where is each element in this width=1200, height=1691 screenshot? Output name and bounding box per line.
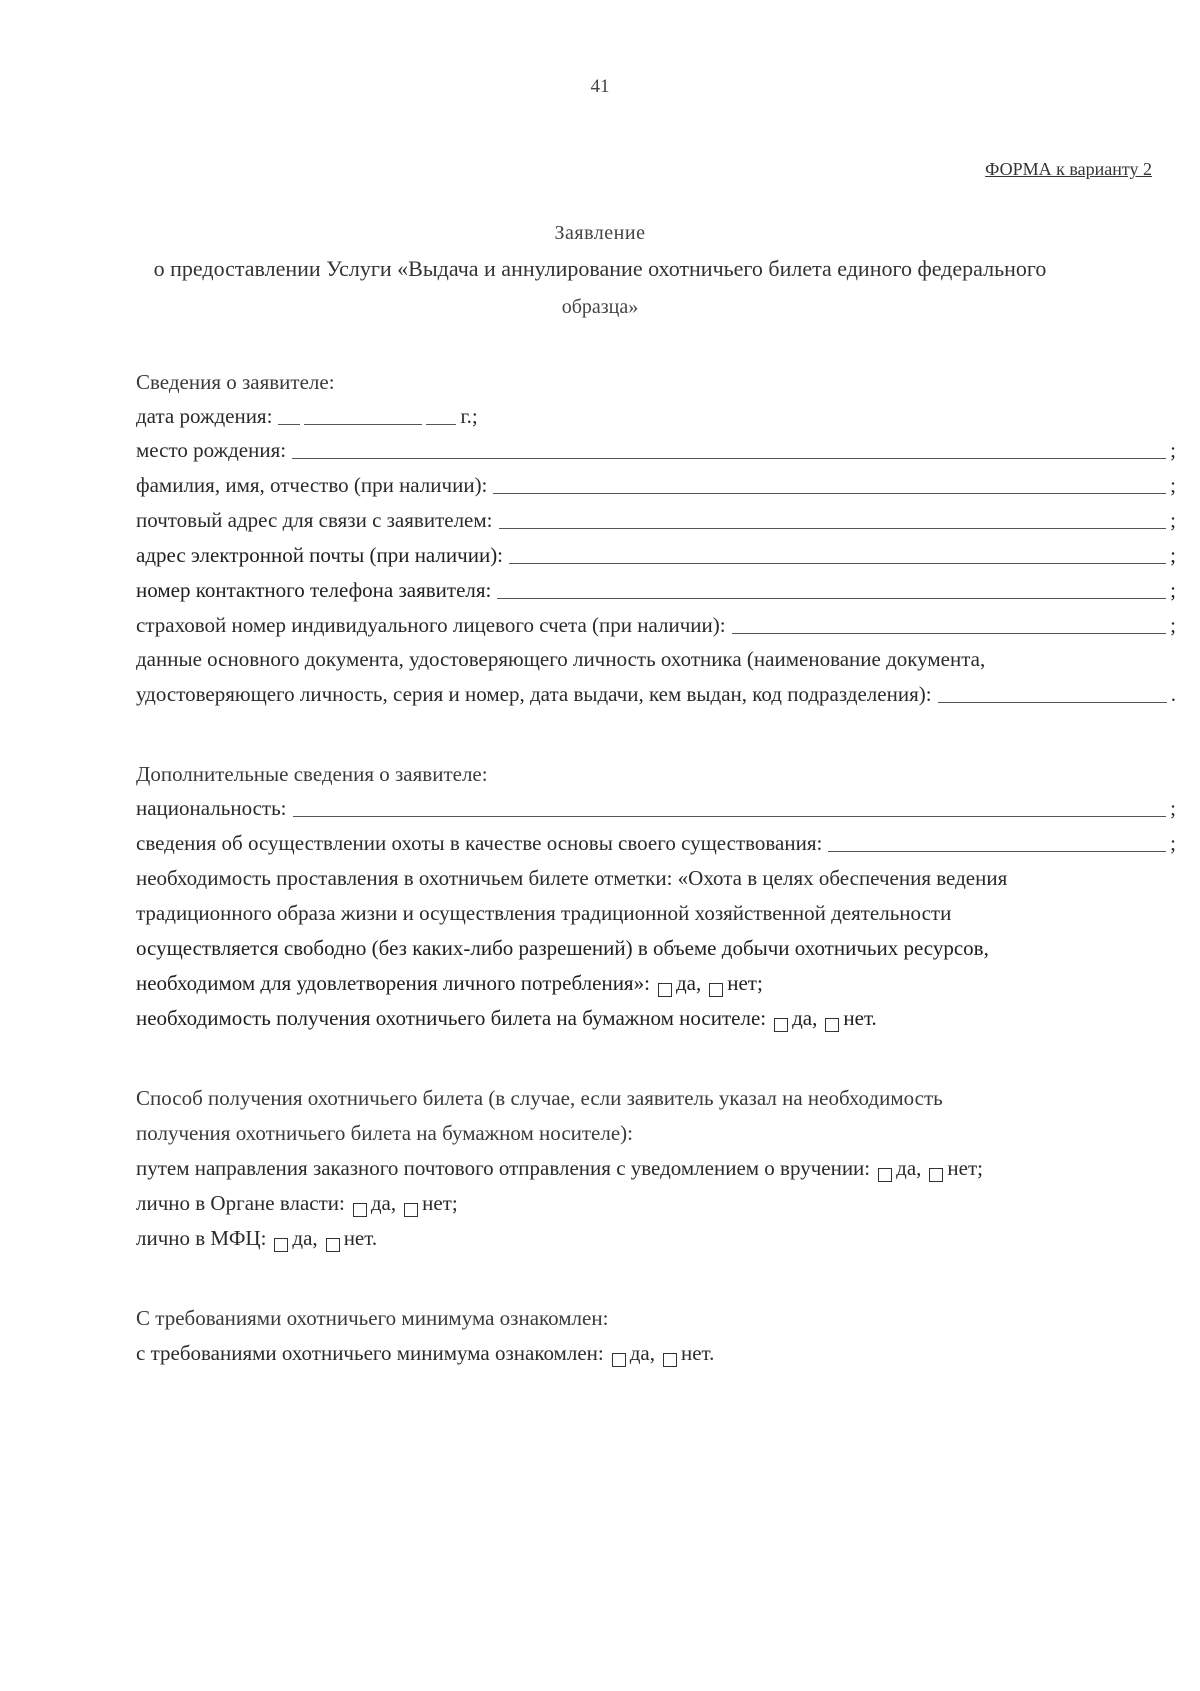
birth-place-label: место рождения: <box>136 438 287 462</box>
separator: ; <box>1170 831 1176 855</box>
page-number: 41 <box>590 76 610 97</box>
id-document-row <box>136 680 1176 708</box>
birth-day-field[interactable] <box>278 404 300 425</box>
separator: ; <box>1170 796 1176 820</box>
phone-field[interactable] <box>497 578 1166 599</box>
email-row <box>136 541 1176 569</box>
document-title: Заявление <box>554 222 646 244</box>
mfc-label: лично в МФЦ: <box>136 1226 267 1250</box>
receipt-heading-line2: получения охотничьего билета на бумажном носителе): <box>136 1121 634 1145</box>
document-subtitle-line2: образца» <box>561 296 639 318</box>
hunting-basis-label: сведения об осуществлении охоты в качестве основы своего существования: <box>136 831 823 855</box>
id-document-line2: удостоверяющего личность, серия и номер, дата выдачи, кем выдан, код подразделения): <box>136 682 932 706</box>
phone-row <box>136 576 1176 604</box>
yes-label: да, <box>370 1191 397 1215</box>
minimum-label: с требованиями охотничьего минимума ознакомлен: <box>136 1341 604 1365</box>
nationality-label: национальность: <box>136 796 287 820</box>
no-label: нет. <box>843 1006 877 1030</box>
mark-yes-checkbox[interactable] <box>658 983 672 997</box>
mark-line4: необходимом для удовлетворения личного потребления»: <box>136 971 650 995</box>
receipt-heading-line1: Способ получения охотничьего билета (в случае, если заявитель указал на необходимость <box>136 1086 943 1110</box>
separator: ; <box>1170 578 1176 602</box>
yes-label: да, <box>629 1341 655 1365</box>
snils-label: страховой номер индивидуального лицевого счета (при наличии): <box>136 613 726 637</box>
postal-address-field[interactable] <box>499 508 1167 529</box>
birth-date-suffix: г.; <box>460 404 478 428</box>
postal-address-label: почтовый адрес для связи с заявителем: <box>136 508 493 532</box>
mail-row <box>136 1154 983 1182</box>
hunting-basis-row <box>136 829 1176 857</box>
paper-row <box>136 1004 877 1032</box>
paper-label: необходимость получения охотничьего билета на бумажном носителе: <box>136 1006 767 1030</box>
birth-date-row <box>136 402 478 430</box>
full-name-label: фамилия, имя, отчество (при наличии): <box>136 473 488 497</box>
postal-address-row <box>136 506 1176 534</box>
minimum-yes-checkbox[interactable] <box>612 1353 626 1367</box>
minimum-heading: С требованиями охотничьего минимума ознакомлен: <box>136 1306 609 1330</box>
yes-label: да, <box>292 1226 318 1250</box>
no-label: нет; <box>947 1156 983 1180</box>
authority-yes-checkbox[interactable] <box>353 1203 367 1217</box>
birth-place-field[interactable] <box>292 438 1166 459</box>
minimum-row <box>136 1339 714 1367</box>
no-label: нет. <box>681 1341 715 1365</box>
full-name-field[interactable] <box>493 473 1166 494</box>
separator: ; <box>1170 508 1176 532</box>
mail-yes-checkbox[interactable] <box>878 1168 892 1182</box>
form-reference: ФОРМА к варианту 2 <box>985 159 1152 179</box>
paper-yes-checkbox[interactable] <box>774 1018 788 1032</box>
id-document-field[interactable] <box>938 682 1167 703</box>
no-label: нет; <box>422 1191 458 1215</box>
no-label: нет; <box>727 971 763 995</box>
birth-date-label: дата рождения: <box>136 404 273 428</box>
email-label: адрес электронной почты (при наличии): <box>136 543 504 567</box>
mfc-no-checkbox[interactable] <box>326 1238 340 1252</box>
mail-no-checkbox[interactable] <box>929 1168 943 1182</box>
birth-month-field[interactable] <box>304 404 422 425</box>
applicant-heading: Сведения о заявителе: <box>136 370 335 394</box>
paper-no-checkbox[interactable] <box>825 1018 839 1032</box>
nationality-field[interactable] <box>293 796 1167 817</box>
hunting-basis-field[interactable] <box>828 831 1166 852</box>
separator: . <box>1170 682 1176 706</box>
mark-line3: осуществляется свободно (без каких-либо разрешений) в объеме добычи охотничьих ресурсов, <box>136 936 989 960</box>
authority-label: лично в Органе власти: <box>136 1191 345 1215</box>
mfc-row <box>136 1224 377 1252</box>
snils-field[interactable] <box>732 613 1167 634</box>
minimum-no-checkbox[interactable] <box>663 1353 677 1367</box>
yes-label: да, <box>675 971 702 995</box>
mfc-yes-checkbox[interactable] <box>274 1238 288 1252</box>
no-label: нет. <box>343 1226 378 1250</box>
authority-no-checkbox[interactable] <box>404 1203 418 1217</box>
id-document-line1: данные основного документа, удостоверяющего личность охотника (наименование документа, <box>136 647 986 671</box>
additional-heading: Дополнительные сведения о заявителе: <box>136 762 488 786</box>
mark-row <box>136 969 763 997</box>
authority-row <box>136 1189 458 1217</box>
mark-no-checkbox[interactable] <box>709 983 723 997</box>
yes-label: да, <box>896 1156 922 1180</box>
separator: ; <box>1170 613 1176 637</box>
mail-label: путем направления заказного почтового отправления с уведомлением о вручении: <box>136 1156 871 1180</box>
separator: ; <box>1170 543 1176 567</box>
birth-place-row <box>136 436 1176 464</box>
nationality-row <box>136 794 1176 822</box>
email-field[interactable] <box>509 543 1166 564</box>
document-subtitle-line1: о предоставлении Услуги «Выдача и аннулирование охотничьего билета единого федерального <box>153 256 1047 281</box>
mark-line1: необходимость проставления в охотничьем билете отметки: «Охота в целях обеспечения ведения <box>136 866 1008 890</box>
separator: ; <box>1170 473 1176 497</box>
birth-year-field[interactable] <box>426 404 456 425</box>
full-name-row <box>136 471 1176 499</box>
separator: ; <box>1170 438 1176 462</box>
yes-label: да, <box>792 1006 818 1030</box>
mark-line2: традиционного образа жизни и осуществления традиционной хозяйственной деятельности <box>136 901 952 925</box>
snils-row <box>136 611 1176 639</box>
phone-label: номер контактного телефона заявителя: <box>136 578 492 602</box>
